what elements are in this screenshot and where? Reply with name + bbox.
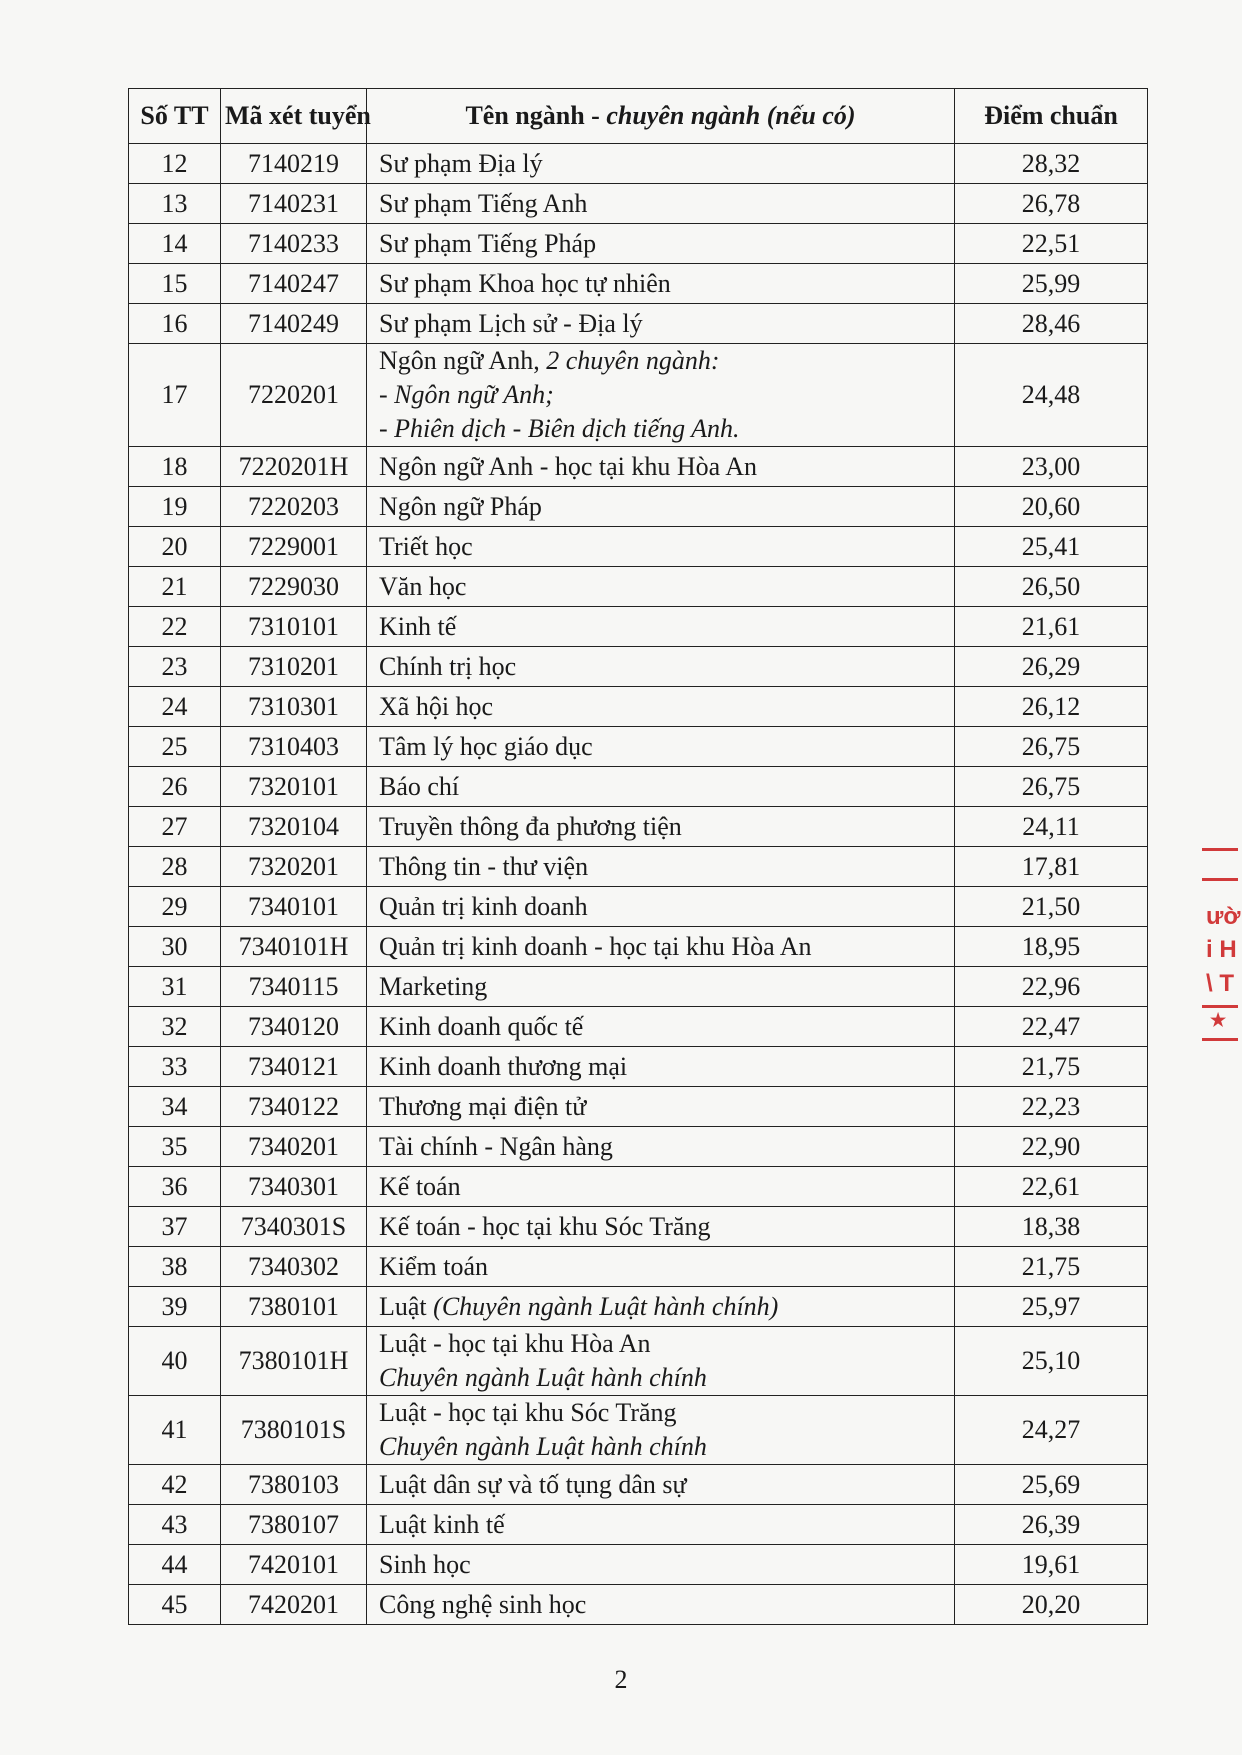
ten-line (379, 1130, 944, 1164)
cell-diem-chuan: 26,39 (955, 1505, 1148, 1545)
cell-stt: 37 (129, 1207, 221, 1247)
ten-line (379, 1468, 944, 1502)
ten-line (379, 690, 944, 724)
cell-ten-nganh (367, 487, 955, 527)
ten-line (379, 1327, 944, 1361)
table-row (129, 807, 1148, 847)
cell-ma-xet-tuyen: 7220201 (221, 344, 367, 447)
cell-diem-chuan: 18,38 (955, 1207, 1148, 1247)
ten-main: Thông tin - thư viện (379, 851, 589, 881)
cell-ma-xet-tuyen: 7320201 (221, 847, 367, 887)
cell-stt: 26 (129, 767, 221, 807)
cell-diem-chuan: 26,75 (955, 727, 1148, 767)
ten-main: Kinh doanh thương mại (379, 1051, 628, 1081)
cell-diem-chuan: 20,20 (955, 1585, 1148, 1625)
seal-line (1202, 1005, 1238, 1008)
ten-line (379, 1090, 944, 1124)
cell-ma-xet-tuyen: 7320104 (221, 807, 367, 847)
cell-diem-chuan: 21,50 (955, 887, 1148, 927)
cell-ma-xet-tuyen: 7229030 (221, 567, 367, 607)
ten-italic: 2 chuyên ngành: (546, 346, 720, 375)
cell-ten-nganh (367, 1247, 955, 1287)
ten-main: Ngôn ngữ Anh, (379, 346, 547, 375)
table-row (129, 647, 1148, 687)
cell-ten-nganh (367, 1167, 955, 1207)
table-row (129, 687, 1148, 727)
cell-diem-chuan: 26,50 (955, 567, 1148, 607)
ten-main: Triết học (379, 531, 473, 561)
ten-line (379, 1250, 944, 1284)
cell-stt: 13 (129, 184, 221, 224)
ten-main: Ngôn ngữ Pháp (379, 491, 542, 521)
ten-line (379, 1396, 944, 1430)
cell-stt: 23 (129, 647, 221, 687)
cell-diem-chuan: 28,32 (955, 144, 1148, 184)
ten-line (379, 1170, 944, 1204)
cell-ma-xet-tuyen: 7310101 (221, 607, 367, 647)
table-row (129, 1396, 1148, 1465)
cell-diem-chuan: 24,27 (955, 1396, 1148, 1465)
cell-ten-nganh (367, 1327, 955, 1396)
table-row (129, 344, 1148, 447)
ten-subline: Chuyên ngành Luật hành chính (379, 1432, 707, 1461)
cell-diem-chuan: 21,75 (955, 1247, 1148, 1287)
cell-diem-chuan: 23,00 (955, 447, 1148, 487)
cell-ten-nganh (367, 527, 955, 567)
cell-ten-nganh (367, 344, 955, 447)
cell-ma-xet-tuyen: 7380103 (221, 1465, 367, 1505)
ten-line (379, 490, 944, 524)
cell-stt: 40 (129, 1327, 221, 1396)
cell-diem-chuan: 26,75 (955, 767, 1148, 807)
cell-ma-xet-tuyen: 7140233 (221, 224, 367, 264)
cell-stt: 22 (129, 607, 221, 647)
ten-main: Sinh học (379, 1549, 471, 1579)
ten-line (379, 187, 944, 221)
cell-stt: 34 (129, 1087, 221, 1127)
cell-stt: 45 (129, 1585, 221, 1625)
ten-main: Ngôn ngữ Anh - học tại khu Hòa An (379, 451, 758, 481)
table-row (129, 727, 1148, 767)
table-row (129, 1007, 1148, 1047)
ten-line (379, 147, 944, 181)
cell-diem-chuan: 21,61 (955, 607, 1148, 647)
cell-ma-xet-tuyen: 7380101H (221, 1327, 367, 1396)
cell-ten-nganh (367, 1047, 955, 1087)
ten-main: Sư phạm Địa lý (379, 148, 543, 178)
table-row (129, 1087, 1148, 1127)
cell-ten-nganh (367, 1465, 955, 1505)
cell-ten-nganh (367, 1505, 955, 1545)
cell-ten-nganh (367, 647, 955, 687)
cell-stt: 14 (129, 224, 221, 264)
cell-ma-xet-tuyen: 7220201H (221, 447, 367, 487)
table-row (129, 264, 1148, 304)
ten-main: Công nghệ sinh học (379, 1589, 587, 1619)
cell-ma-xet-tuyen: 7320101 (221, 767, 367, 807)
ten-line (379, 570, 944, 604)
cell-stt: 19 (129, 487, 221, 527)
cell-diem-chuan: 25,41 (955, 527, 1148, 567)
ten-line (379, 307, 944, 341)
ten-line (379, 730, 944, 764)
cell-ma-xet-tuyen: 7340120 (221, 1007, 367, 1047)
cell-diem-chuan: 25,99 (955, 264, 1148, 304)
cell-ten-nganh (367, 304, 955, 344)
table-row (129, 847, 1148, 887)
cell-ma-xet-tuyen: 7340302 (221, 1247, 367, 1287)
ten-line (379, 930, 944, 964)
ten-line (379, 1290, 944, 1324)
table-row (129, 967, 1148, 1007)
ten-line (379, 227, 944, 261)
cell-stt: 31 (129, 967, 221, 1007)
cell-diem-chuan: 25,10 (955, 1327, 1148, 1396)
seal-line (1202, 878, 1238, 881)
ten-main: Sư phạm Lịch sử - Địa lý (379, 308, 643, 338)
cell-ten-nganh (367, 1545, 955, 1585)
cell-diem-chuan: 26,12 (955, 687, 1148, 727)
table-row (129, 447, 1148, 487)
table-row (129, 1167, 1148, 1207)
table-row (129, 1207, 1148, 1247)
red-seal-fragment (1198, 848, 1242, 1068)
table-row (129, 1465, 1148, 1505)
ten-subline: Chuyên ngành Luật hành chính (379, 1363, 707, 1392)
cell-diem-chuan: 25,97 (955, 1287, 1148, 1327)
ten-subline: - Ngôn ngữ Anh; (379, 380, 554, 409)
ten-line (379, 530, 944, 564)
cell-ten-nganh (367, 1396, 955, 1465)
cell-stt: 41 (129, 1396, 221, 1465)
cell-ma-xet-tuyen: 7140249 (221, 304, 367, 344)
cell-ten-nganh (367, 144, 955, 184)
header-ten-nganh (367, 89, 955, 144)
ten-line (379, 890, 944, 924)
ten-main: Quản trị kinh doanh (379, 891, 588, 921)
cell-ma-xet-tuyen: 7340101H (221, 927, 367, 967)
ten-main: Sư phạm Tiếng Pháp (379, 228, 597, 258)
cell-ten-nganh (367, 1007, 955, 1047)
cell-stt: 18 (129, 447, 221, 487)
cell-ma-xet-tuyen: 7340301S (221, 1207, 367, 1247)
ten-main: Luật - học tại khu Sóc Trăng (379, 1398, 677, 1427)
cell-stt: 39 (129, 1287, 221, 1327)
table-row (129, 1545, 1148, 1585)
ten-main: Quản trị kinh doanh - học tại khu Hòa An (379, 931, 812, 961)
cell-stt: 43 (129, 1505, 221, 1545)
cell-ma-xet-tuyen: 7340121 (221, 1047, 367, 1087)
cell-ma-xet-tuyen: 7310301 (221, 687, 367, 727)
cell-stt: 25 (129, 727, 221, 767)
cell-stt: 42 (129, 1465, 221, 1505)
ten-main: Báo chí (379, 771, 460, 801)
table-row (129, 527, 1148, 567)
admission-score-table (128, 88, 1148, 1625)
table-row (129, 224, 1148, 264)
ten-line (379, 1548, 944, 1582)
ten-main: Kinh tế (379, 611, 457, 641)
ten-main: Kế toán (379, 1171, 461, 1201)
cell-ten-nganh (367, 1207, 955, 1247)
ten-line (379, 1050, 944, 1084)
ten-main: Tâm lý học giáo dục (379, 731, 593, 761)
cell-ten-nganh (367, 264, 955, 304)
cell-ten-nganh (367, 567, 955, 607)
cell-diem-chuan: 22,96 (955, 967, 1148, 1007)
cell-ten-nganh (367, 447, 955, 487)
cell-stt: 33 (129, 1047, 221, 1087)
header-ten-main: Tên ngành - (465, 101, 607, 130)
seal-text: ườ (1206, 903, 1241, 930)
header-ma-xet-tuyen: Mã xét tuyển (221, 89, 367, 144)
cell-ten-nganh (367, 807, 955, 847)
cell-ten-nganh (367, 224, 955, 264)
cell-ten-nganh (367, 184, 955, 224)
ten-main: Văn học (379, 571, 467, 601)
ten-line (379, 770, 944, 804)
table-row (129, 184, 1148, 224)
ten-line (379, 1588, 944, 1622)
ten-line (379, 810, 944, 844)
ten-main: Marketing (379, 971, 488, 1001)
cell-ma-xet-tuyen: 7310403 (221, 727, 367, 767)
ten-main: Truyền thông đa phương tiện (379, 811, 682, 841)
ten-main: Sư phạm Tiếng Anh (379, 188, 588, 218)
table-row (129, 1585, 1148, 1625)
cell-diem-chuan: 20,60 (955, 487, 1148, 527)
cell-stt: 17 (129, 344, 221, 447)
cell-ma-xet-tuyen: 7220203 (221, 487, 367, 527)
cell-stt: 27 (129, 807, 221, 847)
table-row (129, 1047, 1148, 1087)
table-row (129, 1327, 1148, 1396)
seal-star-icon: ★ (1210, 1010, 1227, 1030)
seal-line (1202, 848, 1238, 851)
cell-stt: 24 (129, 687, 221, 727)
table-row (129, 1505, 1148, 1545)
cell-ma-xet-tuyen: 7140247 (221, 264, 367, 304)
cell-ma-xet-tuyen: 7340201 (221, 1127, 367, 1167)
ten-line (379, 1210, 944, 1244)
cell-ma-xet-tuyen: 7310201 (221, 647, 367, 687)
ten-main: Luật kinh tế (379, 1509, 505, 1539)
cell-stt: 15 (129, 264, 221, 304)
cell-ten-nganh (367, 1585, 955, 1625)
cell-ten-nganh (367, 967, 955, 1007)
cell-ten-nganh (367, 607, 955, 647)
cell-diem-chuan: 24,11 (955, 807, 1148, 847)
cell-ma-xet-tuyen: 7340101 (221, 887, 367, 927)
ten-main: Thương mại điện tử (379, 1091, 587, 1121)
ten-subline: - Phiên dịch - Biên dịch tiếng Anh. (379, 414, 740, 443)
ten-main: Luật dân sự và tố tụng dân sự (379, 1469, 687, 1499)
cell-stt: 44 (129, 1545, 221, 1585)
cell-ma-xet-tuyen: 7140219 (221, 144, 367, 184)
cell-ten-nganh (367, 927, 955, 967)
cell-diem-chuan: 22,51 (955, 224, 1148, 264)
table-row (129, 487, 1148, 527)
cell-ma-xet-tuyen: 7380101 (221, 1287, 367, 1327)
cell-diem-chuan: 22,90 (955, 1127, 1148, 1167)
table-row (129, 567, 1148, 607)
ten-italic: (Chuyên ngành Luật hành chính) (433, 1291, 779, 1321)
page-number: 2 (614, 1665, 628, 1694)
table-row (129, 607, 1148, 647)
cell-ten-nganh (367, 847, 955, 887)
ten-line (379, 267, 944, 301)
table-row (129, 1247, 1148, 1287)
table-row (129, 144, 1148, 184)
cell-diem-chuan: 21,75 (955, 1047, 1148, 1087)
ten-line (379, 850, 944, 884)
cell-ten-nganh (367, 687, 955, 727)
cell-ma-xet-tuyen: 7420101 (221, 1545, 367, 1585)
cell-stt: 20 (129, 527, 221, 567)
ten-main: Tài chính - Ngân hàng (379, 1131, 613, 1161)
cell-diem-chuan: 25,69 (955, 1465, 1148, 1505)
cell-diem-chuan: 22,61 (955, 1167, 1148, 1207)
ten-main: Kinh doanh quốc tế (379, 1011, 584, 1041)
cell-diem-chuan: 26,29 (955, 647, 1148, 687)
table-header-row (129, 89, 1148, 144)
cell-ma-xet-tuyen: 7380101S (221, 1396, 367, 1465)
cell-ma-xet-tuyen: 7380107 (221, 1505, 367, 1545)
ten-line (379, 1508, 944, 1542)
header-ten-italic: chuyên ngành (nếu có) (606, 101, 856, 130)
ten-main: Sư phạm Khoa học tự nhiên (379, 268, 671, 298)
seal-line (1202, 1038, 1238, 1041)
cell-diem-chuan: 18,95 (955, 927, 1148, 967)
cell-stt: 38 (129, 1247, 221, 1287)
cell-ma-xet-tuyen: 7340115 (221, 967, 367, 1007)
cell-ma-xet-tuyen: 7420201 (221, 1585, 367, 1625)
cell-stt: 28 (129, 847, 221, 887)
table-row (129, 304, 1148, 344)
header-diem-chuan: Điểm chuẩn (955, 89, 1148, 144)
cell-stt: 29 (129, 887, 221, 927)
header-stt: Số TT (129, 89, 221, 144)
cell-stt: 36 (129, 1167, 221, 1207)
cell-ten-nganh (367, 1127, 955, 1167)
cell-ma-xet-tuyen: 7229001 (221, 527, 367, 567)
ten-main: Luật - học tại khu Hòa An (379, 1329, 651, 1358)
seal-text: i H (1206, 936, 1237, 963)
ten-line (379, 970, 944, 1004)
ten-main: Xã hội học (379, 691, 494, 721)
cell-diem-chuan: 28,46 (955, 304, 1148, 344)
cell-ten-nganh (367, 1287, 955, 1327)
ten-line (379, 610, 944, 644)
cell-stt: 16 (129, 304, 221, 344)
table-row (129, 887, 1148, 927)
cell-diem-chuan: 22,23 (955, 1087, 1148, 1127)
ten-line (379, 450, 944, 484)
cell-stt: 35 (129, 1127, 221, 1167)
cell-diem-chuan: 19,61 (955, 1545, 1148, 1585)
cell-ten-nganh (367, 767, 955, 807)
ten-line (379, 650, 944, 684)
cell-diem-chuan: 22,47 (955, 1007, 1148, 1047)
table-row (129, 1127, 1148, 1167)
cell-ten-nganh (367, 887, 955, 927)
table-row (129, 1287, 1148, 1327)
table-row (129, 767, 1148, 807)
cell-diem-chuan: 26,78 (955, 184, 1148, 224)
cell-ma-xet-tuyen: 7340301 (221, 1167, 367, 1207)
cell-ten-nganh (367, 1087, 955, 1127)
ten-line (379, 1010, 944, 1044)
cell-stt: 21 (129, 567, 221, 607)
ten-line (379, 344, 944, 378)
ten-main: Kế toán - học tại khu Sóc Trăng (379, 1211, 711, 1241)
cell-ma-xet-tuyen: 7140231 (221, 184, 367, 224)
seal-text: \ T (1206, 970, 1234, 997)
ten-main: Luật (379, 1291, 434, 1321)
ten-main: Chính trị học (379, 651, 517, 681)
ten-main: Kiểm toán (379, 1251, 489, 1281)
cell-ten-nganh (367, 727, 955, 767)
cell-stt: 32 (129, 1007, 221, 1047)
cell-diem-chuan: 24,48 (955, 344, 1148, 447)
cell-diem-chuan: 17,81 (955, 847, 1148, 887)
cell-ma-xet-tuyen: 7340122 (221, 1087, 367, 1127)
cell-stt: 12 (129, 144, 221, 184)
table-row (129, 927, 1148, 967)
cell-stt: 30 (129, 927, 221, 967)
